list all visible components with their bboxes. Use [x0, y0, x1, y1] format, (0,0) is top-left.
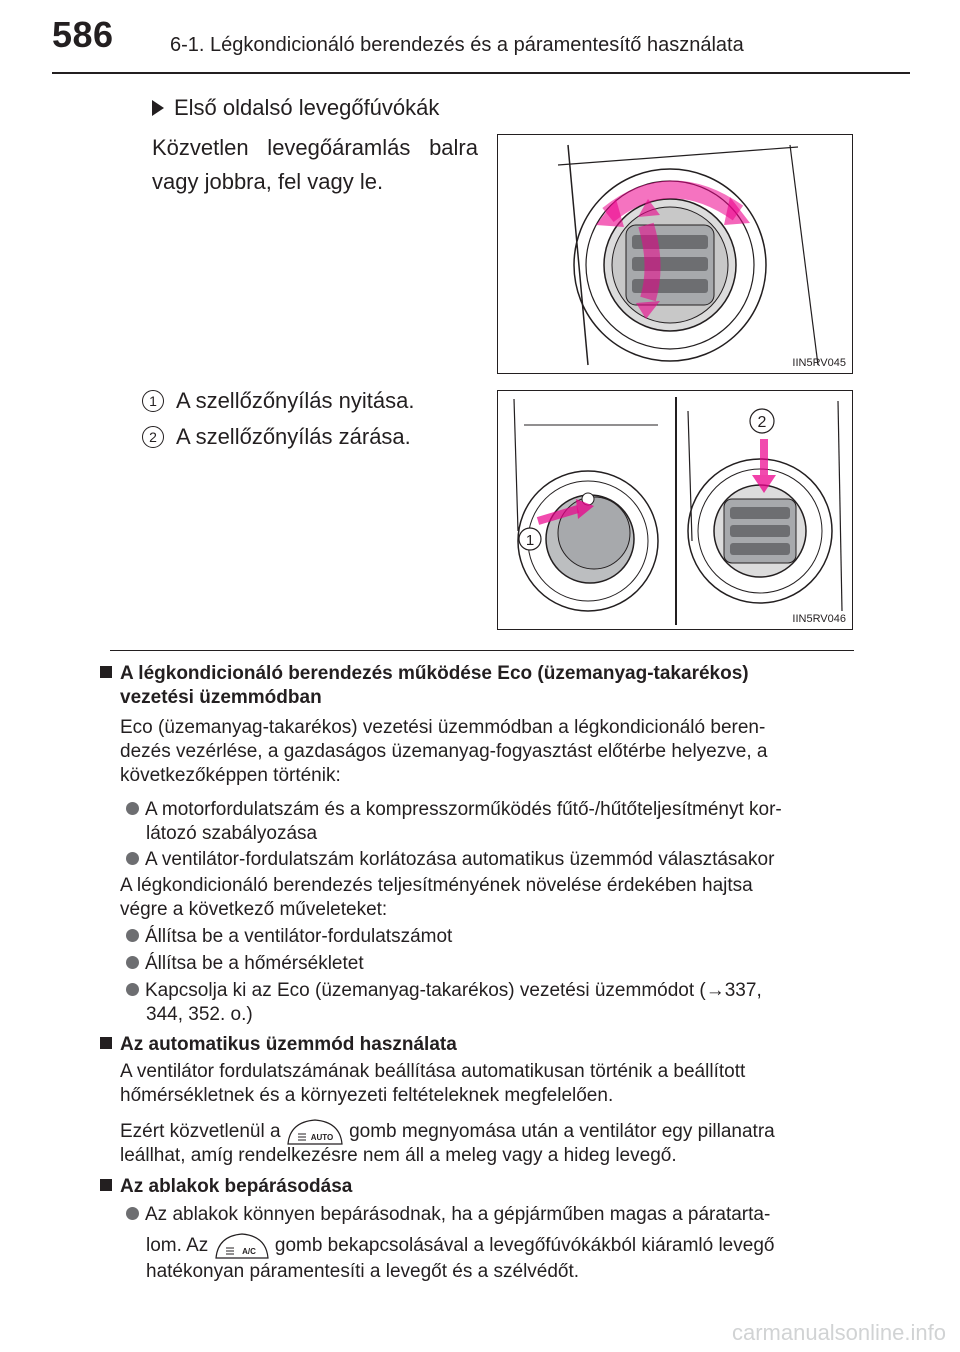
eco-intro-line: dezés vezérlése, a gazdaságos üzemanyag-fogyasztást előtérbe helyezve, a	[120, 741, 768, 762]
eco-perf-line: A légkondicionáló berendezés teljesítményének növelése érdekében hajtsa	[120, 875, 753, 896]
auto-section-title: Az automatikus üzemmód használata	[100, 1033, 457, 1057]
auto-line-with-button: Ezért közvetlenül a AUTO gomb megnyomása után a ventilátor egy pillanatra	[120, 1118, 775, 1146]
round-bullet-icon	[126, 983, 139, 996]
step-number-badge: 1	[142, 390, 164, 412]
round-bullet-icon	[126, 852, 139, 865]
figure-code-label: IIN5RV045	[792, 357, 846, 369]
page-number: 586	[52, 14, 114, 55]
defog-line: hatékonyan páramentesíti a levegőt és a szélvédőt.	[146, 1261, 580, 1282]
front-vents-description: Közvetlen levegőáramlás balra vagy jobbra, fel vagy le.	[152, 135, 478, 194]
front-vents-heading	[152, 95, 439, 121]
round-bullet-icon	[126, 1207, 139, 1220]
eco-bullet: A motorfordulatszám és a kompresszorműködés fűtő-/hűtőteljesítményt kor-	[126, 798, 782, 822]
figure-code-label: IIN5RV046	[792, 613, 846, 625]
step-close	[142, 424, 411, 450]
eco-bullet-cont: 344, 352. o.)	[146, 1004, 253, 1025]
watermark: carmanualsonline.info	[731, 1320, 946, 1345]
ac-button-icon	[214, 1232, 270, 1260]
eco-perf-line: végre a következő műveleteket:	[120, 899, 388, 920]
eco-bullet: Állítsa be a hőmérsékletet	[126, 952, 364, 976]
svg-text:AUTO: AUTO	[310, 1133, 334, 1142]
front-vents-heading-text: Első oldalsó levegőfúvókák	[174, 95, 440, 120]
eco-section-title-cont: vezetési üzemmódban	[120, 687, 322, 708]
eco-bullet: A ventilátor-fordulatszám korlátozása automatikus üzemmód választásakor	[126, 848, 774, 872]
auto-line: leállhat, amíg rendelkezésre nem áll a meleg vagy a hideg levegő.	[120, 1145, 677, 1166]
vent-open-close-figure	[497, 390, 853, 630]
defog-line-with-button: lom. Az A/C gomb bekapcsolásával a levegőfúvókákból kiáramló levegő	[146, 1232, 774, 1260]
vent-open-close-illustration	[498, 391, 853, 630]
step-open	[142, 388, 414, 414]
step-close-text: A szellőzőnyílás zárása.	[176, 424, 411, 449]
callout-1-label: 1	[525, 532, 535, 549]
eco-section-title: A légkondicionáló berendezés működése Eco (üzemanyag-takarékos)	[100, 662, 854, 686]
auto-line: A ventilátor fordulatszámának beállítása automatikusan történik a beállított	[120, 1061, 746, 1082]
eco-bullet-cont: látozó szabályozása	[146, 823, 318, 844]
triangle-bullet-icon	[152, 100, 164, 116]
chapter-title: 6-1. Légkondicionáló berendezés és a páramentesítő használata	[170, 34, 744, 56]
header-divider	[52, 72, 910, 74]
eco-bullet: Állítsa be a ventilátor-fordulatszámot	[126, 925, 452, 949]
round-bullet-icon	[126, 802, 139, 815]
step-number-badge: 2	[142, 426, 164, 448]
vent-direction-figure	[497, 134, 853, 374]
step-open-text: A szellőzőnyílás nyitása.	[176, 388, 415, 413]
defog-bullet: Az ablakok könnyen bepárásodnak, ha a gépjárműben magas a páratarta-	[126, 1203, 854, 1227]
eco-intro-line: Eco (üzemanyag-takarékos) vezetési üzemmódban a légkondicionáló beren-	[120, 717, 766, 738]
auto-line: hőmérsékletnek és a környezeti feltételeknek megfelelően.	[120, 1085, 614, 1106]
round-bullet-icon	[126, 956, 139, 969]
svg-text:A/C: A/C	[241, 1247, 256, 1256]
round-bullet-icon	[126, 929, 139, 942]
eco-bullet: Kapcsolja ki az Eco (üzemanyag-takarékos) vezetési üzemmódot (→337,	[126, 979, 762, 1003]
square-bullet-icon	[100, 1179, 112, 1191]
section-divider	[110, 650, 854, 651]
callout-2-label: 2	[757, 414, 767, 431]
defog-section-title: Az ablakok bepárásodása	[100, 1175, 352, 1199]
square-bullet-icon	[100, 666, 112, 678]
square-bullet-icon	[100, 1037, 112, 1049]
eco-intro-line: következőképpen történik:	[120, 765, 341, 786]
vent-direction-illustration	[498, 135, 853, 374]
auto-button-icon	[286, 1118, 344, 1146]
